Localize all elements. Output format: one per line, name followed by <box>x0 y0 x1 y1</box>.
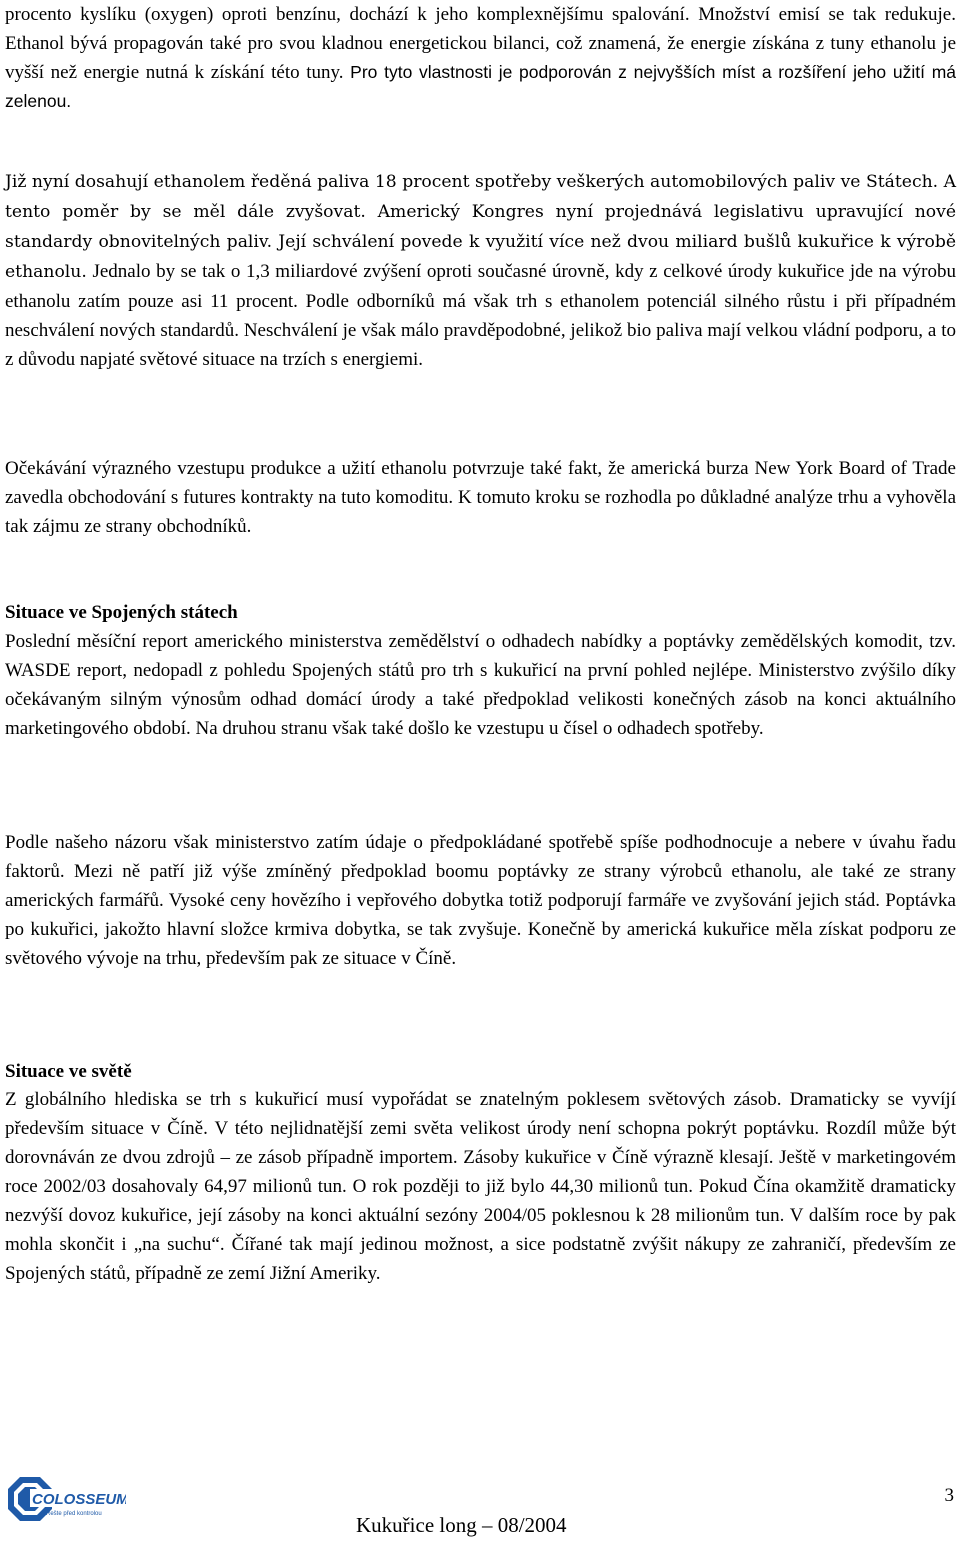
paragraph-ethanol-share <box>5 167 956 374</box>
logo-wordmark: COLOSSEUM <box>32 1491 126 1508</box>
paragraph-wasde: Poslední měsíční report amerického ministerstva zemědělství o odhadech nabídky a poptávky zemědělských komodit, tzv. WASDE report, nedopadl z pohledu Spojených států pro trh s kukuřicí na první pohled nejlépe. Ministerstvo zvýšilo díky očekávaným silným výnosům odhad domácí úrody a také předpoklad velikosti konečných zásob na konci aktuálního marketingového období. Na druhou stranu však také došlo ke vzestupu u čísel o odhadech spotřeby. <box>5 631 956 739</box>
paragraph-ethanol-growth: Jednalo by se tak o 1,3 miliardové zvýšení oproti současné úrovně, kdy z celkové úrody kukuřice jde na výrobu ethanolu zatím pouze asi 11 procent. Podle odborníků má však trh s ethanolem potenciál silného růstu i při případném neschválení nových standardů. Neschválení je však málo pravděpodobné, jelikož bio paliva mají velkou vládní podporu, a to z důvodu napjaté světové situace na trzích s energiemi. <box>5 261 956 370</box>
paragraph-ethanol-intro <box>5 0 956 116</box>
logo-tagline: Řešte před kontrolou <box>46 1511 102 1517</box>
paragraph-ethanol-intro-text: procento kyslíku (oxygen) oproti benzínu, dochází k jeho komplexnějšímu spalování. Množství emisí se tak redukuje. Ethanol bývá propagován také pro svou kladnou energetickou bilanci, což znamená, že energie získána z tuny ethanolu je vyšší než energie nutná k získání této tuny. <box>5 4 956 83</box>
paragraph-ethanol-support: Pro tyto vlastnosti je podporován z nejvyšších míst a rozšíření jeho užití má zelenou. <box>5 62 957 111</box>
heading-usa: Situace ve Spojených státech <box>5 602 238 623</box>
footer-title: Kukuřice long – 08/2004 <box>356 1513 567 1537</box>
paragraph-nybot: Očekávání výrazného vzestupu produkce a užití ethanolu potvrzuje také fakt, že americká burza New York Board of Trade zavedla obchodování s futures kontrakty na tuto komoditu. K tomuto kroku se rozhodla po důkladné analýze trhu a vyhověla tak zájmu ze strany obchodníků. <box>5 458 956 537</box>
heading-world: Situace ve světě <box>5 1061 132 1082</box>
colosseum-logo <box>6 1475 126 1533</box>
page-number: 3 <box>944 1485 954 1506</box>
paragraph-ethanol-share-text: Již nyní dosahují ethanolem ředěná paliva 18 procent spotřeby veškerých automobilových paliv ve Státech. A tento poměr by se měl dále zvyšovat. Americký Kongres nyní projednává legislativu upravující nové standardy obnovitelných paliv. Její schválení povede k využití více než dvou miliard bušlů kukuřice k výrobě ethanolu. <box>5 172 956 282</box>
colosseum-logo-graphic <box>6 1475 126 1533</box>
paragraph-demand: Podle našeho názoru však ministerstvo zatím údaje o předpokládané spotřebě spíše podhodnocuje a nebere v úvahu řadu faktorů. Mezi ně patří již výše zmíněný předpoklad boomu poptávky ze strany výrobců ethanolu, ale také ze strany amerických farmářů. Vysoké ceny hovězího i vepřového dobytka totiž podporují farmáře ve zvyšování jejich stád. Poptávka po kukuřici, jakožto hlavní složce krmiva dobytka, se tak zvyšuje. Konečně by americká kukuřice měla získat podporu ze světového vývoje na trhu, především pak ze situace v Číně. <box>5 832 956 969</box>
paragraph-china: Z globálního hlediska se trh s kukuřicí musí vypořádat se znatelným poklesem světových zásob. Dramaticky se vyvíjí především situace v Číně. V této nejlidnatější zemi světa velikost úrody není schopna pokrýt poptávku. Rozdíl může být dorovnáván ze dvou zdrojů – ze zásob případně importem. Zásoby kukuřice v Číně výrazně klesají. Ještě v marketingovém roce 2002/03 dosahovaly 64,97 milionů tun. O rok později to již bylo 44,30 milionů tun. Pokud Čína okamžitě dramaticky nezvýší dovoz kukuřice, její zásoby na konci aktuální sezóny 2004/05 poklesnou k 28 milionům tun. V dalším roce by pak mohla skončit i „na suchu“. Čířané tak mají jedinou možnost, a sice podstatně zvýšit nákupy ze zahraničí, především ze Spojených států, případně ze zemí Jižní Ameriky. <box>5 1089 956 1284</box>
